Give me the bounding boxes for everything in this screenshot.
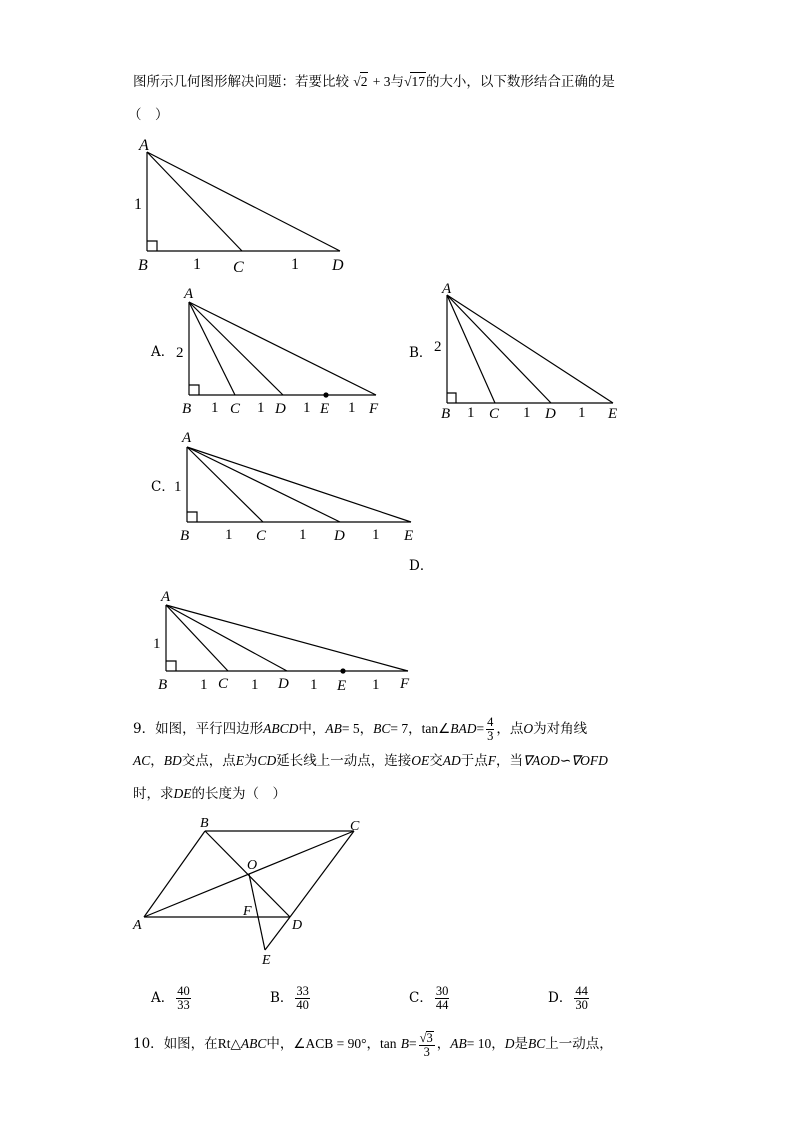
q8-option-c-label[interactable]: C． <box>151 479 175 495</box>
segment-ad <box>147 152 340 251</box>
side-label: 1 <box>348 400 356 416</box>
question-number: 10． <box>133 1036 164 1052</box>
q8-sqrt-b: 17 <box>411 74 425 89</box>
q9-stem-line3: 时，求DE的长度为（ ） <box>133 786 286 802</box>
point-label: B <box>182 401 192 417</box>
q8-main-figure <box>125 132 355 277</box>
q8-stem-end: 的大小，以下数形结合正确的是 <box>425 74 615 90</box>
side-label: 1 <box>372 527 380 543</box>
question-number: 9． <box>133 721 156 737</box>
q8-paren: （ ） <box>128 107 169 123</box>
point-label: A <box>161 589 171 605</box>
point-label: E <box>320 401 330 417</box>
point-label: B <box>158 677 168 693</box>
side-label: 1 <box>257 400 265 416</box>
q9-choice-a[interactable]: A． $\frac{40}{33}$ <box>151 984 190 1012</box>
side-label: 1 <box>578 405 586 421</box>
q8-option-b-figure[interactable] <box>425 278 635 420</box>
point-label: D <box>545 406 556 422</box>
side-label: 1 <box>291 256 299 273</box>
q9-choice-b[interactable]: B． $\frac{33}{40}$ <box>270 984 309 1012</box>
side-label: 2 <box>434 339 442 355</box>
point-label: D <box>332 257 344 274</box>
q8-plus: + 3 <box>372 74 391 89</box>
right-angle-mark <box>147 241 157 251</box>
point-e-dot <box>323 392 328 397</box>
fraction: $\frac{30}{44}$ <box>435 984 449 1012</box>
point-label: A <box>184 286 194 302</box>
side-label: 1 <box>193 256 201 273</box>
point-label: B <box>180 528 190 544</box>
point-label: D <box>275 401 286 417</box>
point-label: C <box>256 528 267 544</box>
sqrt-symbol: √ <box>419 1030 427 1045</box>
point-label: E <box>404 528 414 544</box>
point-label: O <box>247 858 258 873</box>
side-label: 1 <box>523 405 531 421</box>
q9-stem-line1: 9．如图，平行四边形ABCD中，AB= 5，BC= 7，tan∠BAD= $\frac{4}{3}$ ，点O为对角线 <box>133 715 588 743</box>
q8-option-d-figure[interactable] <box>145 585 425 695</box>
q8-option-d-label[interactable]: D． <box>409 558 434 574</box>
side-label: 1 <box>251 677 259 693</box>
point-label: B <box>441 406 451 422</box>
side-label: 1 <box>225 527 233 543</box>
point-label: D <box>278 676 289 692</box>
q8-stem <box>133 72 615 91</box>
segment-ac <box>147 152 242 251</box>
q9-stem-line2: AC，BD交点，点E为CD延长线上一动点，连接OE交AD于点F，当∇AOD∽∇OFD <box>133 753 608 769</box>
side-label: 1 <box>467 405 475 421</box>
point-label: C <box>489 406 500 422</box>
side-label: 1 <box>153 636 161 652</box>
q8-option-a-label[interactable]: A． <box>151 344 175 360</box>
fraction: $\frac{33}{40}$ <box>296 984 309 1012</box>
point-label: B <box>200 816 209 831</box>
point-label: C <box>218 676 229 692</box>
side-label: 1 <box>303 400 311 416</box>
sqrt-symbol: √ <box>404 74 412 89</box>
point-label: E <box>608 406 618 422</box>
point-label: F <box>369 401 379 417</box>
side-label: 1 <box>200 677 208 693</box>
q8-option-b-label[interactable]: B． <box>409 345 433 361</box>
point-label: F <box>243 904 252 919</box>
point-label: B <box>138 257 148 274</box>
point-label: F <box>400 676 410 692</box>
q8-option-a-figure[interactable] <box>170 280 390 420</box>
point-label: D <box>292 918 303 933</box>
point-label: A <box>139 137 149 154</box>
point-label: D <box>334 528 345 544</box>
q8-sqrt-a: 2 <box>360 74 368 89</box>
q10-stem-line1: 10．如图，在Rt△ABC中，∠ACB = 90°，tan B= $\frac{√3}{3}$ ，AB= 10，D是BC上一动点， <box>133 1030 613 1059</box>
side-label: 1 <box>310 677 318 693</box>
side-label: 1 <box>299 527 307 543</box>
sqrt-symbol: √ <box>353 74 361 89</box>
q8-mid: 与 <box>390 74 405 90</box>
fraction: $\frac{40}{33}$ <box>177 984 190 1012</box>
point-label: C <box>230 401 241 417</box>
side-label: 1 <box>211 400 219 416</box>
side-label: 1 <box>134 196 142 213</box>
point-label: A <box>133 918 142 933</box>
q9-figure <box>130 812 370 972</box>
fraction: $\frac{√3}{3}$ <box>419 1030 433 1059</box>
point-e-dot <box>340 668 345 673</box>
point-label: E <box>262 953 271 968</box>
point-label: E <box>337 678 347 694</box>
side-label: 1 <box>174 479 182 495</box>
point-label: C <box>233 259 244 276</box>
q9-choice-d[interactable]: D． $\frac{44}{30}$ <box>548 984 588 1012</box>
point-label: A <box>442 281 452 297</box>
q8-stem-text: 图所示几何图形解决问题：若要比较 <box>133 74 349 90</box>
side-label: 2 <box>176 345 184 361</box>
fraction: $\frac{44}{30}$ <box>575 984 588 1012</box>
side-label: 1 <box>372 677 380 693</box>
q9-choice-c[interactable]: C． $\frac{30}{44}$ <box>409 984 449 1012</box>
q8-option-c-figure[interactable] <box>170 425 425 550</box>
fraction: $\frac{4}{3}$ <box>487 715 494 743</box>
point-label: A <box>182 430 192 446</box>
point-label: C <box>350 819 360 834</box>
